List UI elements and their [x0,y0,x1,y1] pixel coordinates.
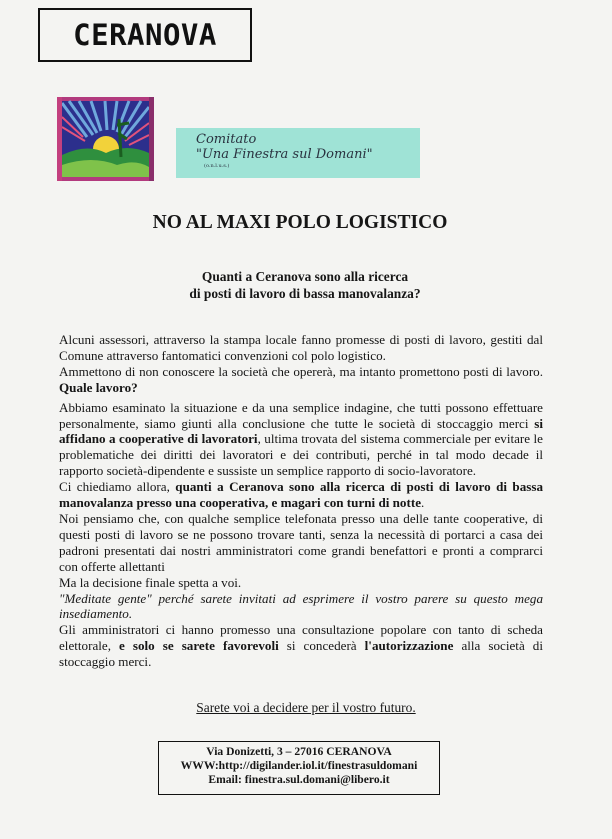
contact-email: Email: finestra.sul.domani@libero.it [208,773,390,786]
paragraph-4-text-b: . [421,495,425,511]
contact-box [158,741,440,795]
contact-website: WWW:http://digilander.iol.it/finestrasuldomani [180,759,418,772]
paragraph-7: "Meditate gente" perché sarete invitati ad esprimere il vostro parere su questo mega insediamento. [59,590,543,622]
paragraph-3-text-b: , ultima trovata del sistema commerciale per evitare le problematiche dei diritti dei lavoratori e dei contributi, perché in tal modo decade il rapporto società-dipendente e sussiste un semplice rapporto di socio-lavoratore. [59,431,543,479]
committee-label: Comitato [196,132,257,147]
paragraph-2 [59,364,543,396]
paragraph-4 [59,479,543,511]
lead-question-line-1: Quanti a Ceranova sono alla ricerca [201,269,409,284]
town-name: CERANOVA [73,18,217,52]
town-name-box [38,8,252,62]
committee-name: "Una Finestra sul Domani" [196,147,373,162]
paragraph-8-text-c: alla società di stoccaggio merci. [59,638,543,670]
paragraph-8 [59,622,543,670]
paragraph-1: Alcuni assessori, attraverso la stampa locale fanno promesse di posti di lavoro, gestiti dal Comune attraverso fantomatici convenzioni col polo logistico. [59,332,543,363]
paragraph-3-bold: si affidano a cooperative di lavoratori [59,415,543,447]
lead-question-line-2: di posti di lavoro di bassa manovalanza? [189,286,421,301]
committee-banner [176,128,420,178]
committee-status: (o.n.l.u.s.) [204,163,230,169]
paragraph-3-text-a: Abbiamo esaminato la situazione e da una semplice indagine, che tutti possono effettuare personalmente, siamo giunti alla conclusione che tutte le società di stoccaggio merci [59,399,543,431]
sunrise-logo-icon [57,97,154,181]
paragraph-5: Noi pensiamo che, con qualche semplice telefonata presso una delle tante cooperative, di questi posti di lavoro se ne possono trovare tanti, senza la necessità di portarci a casa dei padroni presentati dai nostri amministratori come grandi benefattori e pronti a comprarci con offerte allettanti [59,510,543,574]
paragraph-4-bold: quanti a Ceranova sono alla ricerca di posti di lavoro di bassa manovalanza presso una cooperativa, e magari con turni di notte [59,479,543,511]
paragraph-8-bold-b: l'autorizzazione [364,638,454,654]
paragraph-8-text-b: si concederà [278,638,365,654]
paragraph-8-text-a: Gli amministratori ci hanno promesso una consultazione popolare con tanto di scheda elettorale, [59,622,543,654]
lead-question [160,268,450,302]
closing-line: Sarete voi a decidere per il vostro futuro. [196,700,416,715]
paragraph-2-question: Quale lavoro? [59,379,138,395]
paragraph-8-bold-a: e solo se sarete favorevoli [119,638,279,654]
paragraph-2-text: Ammettono di non conoscere la società che opererà, ma intanto promettono posti di lavoro. [59,363,543,379]
body-text [59,332,543,670]
paragraph-6: Ma la decisione finale spetta a voi. [59,574,242,590]
paragraph-3 [59,400,543,480]
contact-address: Via Donizetti, 3 – 27016 CERANOVA [206,745,392,758]
paragraph-4-text-a: Ci chiediamo allora, [59,479,176,495]
flyer-title: NO AL MAXI POLO LOGISTICO [152,212,448,233]
